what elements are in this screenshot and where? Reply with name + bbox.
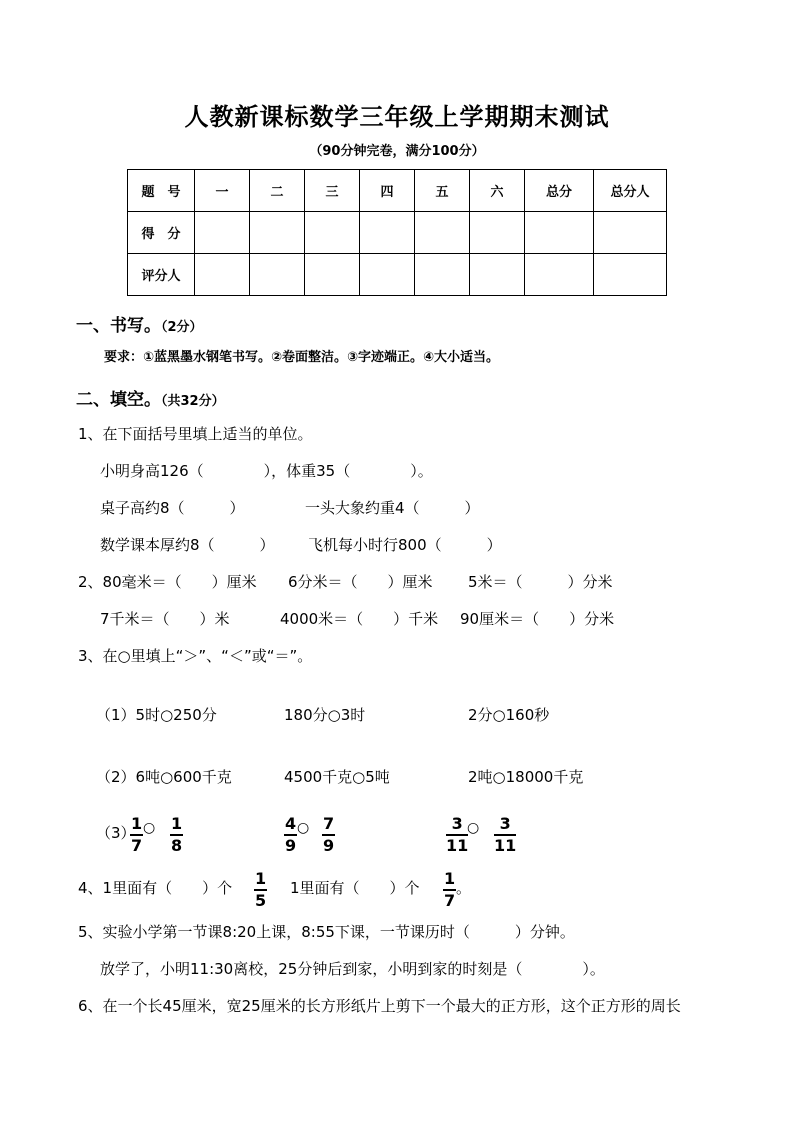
compare-circle[interactable]: ○ [297,820,310,836]
table-cell: 三 [305,170,360,212]
section-2-points: （共32分） [161,394,225,409]
section-2-title: 二、填空。 [76,390,161,410]
grader-input-cell[interactable] [525,254,594,296]
grader-input-cell[interactable] [305,254,360,296]
question-2a: 2、80毫米＝（ ）厘米 [78,573,257,591]
compare-circle[interactable]: ○ [143,820,156,836]
question-5b: 放学了，小明11:30离校，25分钟后到家，小明到家的时刻是（ ）。 [100,960,605,978]
table-cell: 六 [470,170,525,212]
table-cell: 五 [415,170,470,212]
table-cell: 二 [250,170,305,212]
question-5a: 5、实验小学第一节课8:20上课，8:55下课，一节课历时（ ）分钟。 [78,923,575,941]
question-2c: 5米＝（ ）分米 [468,573,613,591]
question-3-row-1b: 180分○3时 [284,706,366,724]
fraction-denominator: 7 [131,836,143,855]
section-2-heading [76,385,225,410]
score-input-cell[interactable] [470,212,525,254]
table-row [128,254,667,296]
fraction-numerator: 1 [130,814,143,836]
section-1-title: 一、书写。 [76,316,161,336]
table-cell: 总分 [525,170,594,212]
question-1-line-2a: 桌子高约8（ ） [100,499,245,517]
table-cell: 一 [195,170,250,212]
score-input-cell[interactable] [360,212,415,254]
question-3-row-3-label: （3） [96,824,136,842]
question-3-row-2a: （2）6吨○600千克 [96,768,232,786]
score-input-cell[interactable] [594,212,667,254]
table-row [128,170,667,212]
table-cell: 评分人 [128,254,195,296]
question-3-row-2c: 2吨○18000千克 [468,768,584,786]
fraction-numerator: 4 [284,814,297,836]
fraction-numerator: 3 [494,814,516,836]
question-2d: 7千米＝（ ）米 [100,610,230,628]
fraction-numerator: 1 [254,869,267,891]
section-1-points: （2分） [161,320,203,335]
question-3-row-1c: 2分○160秒 [468,706,550,724]
score-input-cell[interactable] [415,212,470,254]
fraction-numerator: 7 [322,814,335,836]
grader-input-cell[interactable] [250,254,305,296]
fraction-denominator: 7 [444,891,456,910]
grader-input-cell[interactable] [415,254,470,296]
fraction [284,814,297,856]
score-input-cell[interactable] [195,212,250,254]
score-input-cell[interactable] [305,212,360,254]
grader-input-cell[interactable] [470,254,525,296]
section-1-heading [76,311,203,336]
fraction-numerator: 3 [446,814,468,836]
compare-circle[interactable]: ○ [467,820,480,836]
fraction [494,814,516,856]
grader-input-cell[interactable] [594,254,667,296]
question-1-line-2b: 一头大象约重4（ ） [305,499,480,517]
question-1-prompt: 1、在下面括号里填上适当的单位。 [78,425,313,443]
fraction-denominator: 9 [285,836,297,855]
question-3-row-2b: 4500千克○5吨 [284,768,390,786]
question-1-line-1: 小明身高126（ ），体重35（ ）。 [100,462,433,480]
question-4-end: 。 [456,879,472,897]
table-row [128,212,667,254]
question-2f: 90厘米＝（ ）分米 [460,610,615,628]
page-title: 人教新课标数学三年级上学期期末测试 [184,102,610,131]
question-2b: 6分米＝（ ）厘米 [288,573,433,591]
fraction-numerator: 1 [170,814,183,836]
question-1-line-3a: 数学课本厚约8（ ） [100,536,275,554]
section-1-requirement: 要求：①蓝黑墨水钢笔书写。②卷面整洁。③字迹端正。④大小适当。 [104,350,500,365]
question-3-row-1a: （1）5时○250分 [96,706,217,724]
table-cell: 题 号 [128,170,195,212]
fraction [446,814,468,856]
grader-input-cell[interactable] [195,254,250,296]
fraction [130,814,143,856]
question-4b: 1里面有（ ）个 [290,879,420,897]
fraction-denominator: 9 [323,836,335,855]
fraction [443,869,456,911]
question-2e: 4000米＝（ ）千米 [280,610,439,628]
fraction-numerator: 1 [443,869,456,891]
table-cell: 总分人 [594,170,667,212]
question-6: 6、在一个长45厘米，宽25厘米的长方形纸片上剪下一个最大的正方形，这个正方形的周长 [78,997,681,1015]
fraction [254,869,267,911]
table-cell: 得 分 [128,212,195,254]
grader-input-cell[interactable] [360,254,415,296]
score-input-cell[interactable] [525,212,594,254]
question-4a: 4、1里面有（ ）个 [78,879,233,897]
question-1-line-3b: 飞机每小时行800（ ） [308,536,502,554]
score-input-cell[interactable] [250,212,305,254]
question-3-prompt: 3、在○里填上“＞”、“＜”或“＝”。 [78,647,313,665]
fraction-denominator: 5 [255,891,267,910]
fraction-denominator: 8 [171,836,183,855]
fraction-denominator: 11 [494,836,517,855]
exam-info: （90分钟完卷，满分100分） [309,144,485,159]
score-table [127,169,667,296]
fraction [170,814,183,856]
table-cell: 四 [360,170,415,212]
fraction [322,814,335,856]
fraction-denominator: 11 [446,836,469,855]
